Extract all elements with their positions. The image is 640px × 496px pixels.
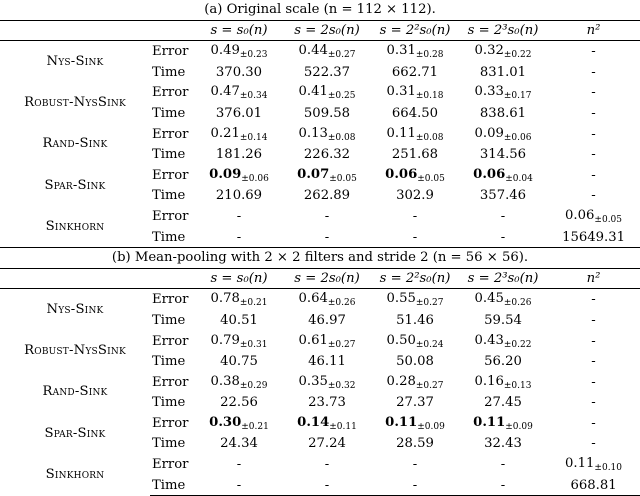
value-cell <box>459 186 547 206</box>
value-cell <box>283 206 371 228</box>
value-cell <box>459 145 547 165</box>
value-cell <box>547 228 640 248</box>
value-cell <box>459 413 547 435</box>
cell-value: - <box>591 395 596 411</box>
table-row <box>0 289 640 311</box>
value-cell <box>195 372 283 394</box>
cell-value: - <box>236 477 242 493</box>
metric-label: Error <box>152 374 189 390</box>
value-cell <box>283 434 371 454</box>
value-cell <box>195 104 283 124</box>
method-name: Robust-NysSink <box>24 343 126 359</box>
cell-std: ±0.22 <box>503 339 532 350</box>
value-cell <box>371 413 459 435</box>
cell-value: 0.61 <box>298 332 328 348</box>
cell-std: ±0.21 <box>241 421 269 432</box>
value-cell <box>459 393 547 413</box>
value-cell <box>195 165 283 187</box>
cell-value: 56.20 <box>484 354 522 370</box>
value-cell <box>459 476 547 496</box>
cell-value: 40.51 <box>220 312 258 328</box>
value-cell <box>195 206 283 228</box>
metric-label: Time <box>152 312 186 328</box>
cell-value: 0.31 <box>386 43 416 59</box>
column-header <box>150 268 195 289</box>
value-cell <box>283 454 371 476</box>
cell-value: 0.09 <box>209 166 242 182</box>
panel-caption-row <box>0 0 640 20</box>
cell-value: 838.61 <box>479 105 527 121</box>
cell-value: 251.68 <box>391 147 439 163</box>
table-row <box>0 82 640 104</box>
cell-value: 0.49 <box>210 43 240 59</box>
cell-value: - <box>591 85 596 101</box>
value-cell <box>547 413 640 435</box>
cell-value: 50.08 <box>396 354 434 370</box>
cell-value: 0.64 <box>298 291 328 307</box>
cell-value: 0.44 <box>298 43 328 59</box>
cell-value: - <box>591 188 596 204</box>
cell-std: ±0.05 <box>329 173 357 184</box>
cell-value: 0.07 <box>297 166 330 182</box>
value-cell <box>195 41 283 63</box>
column-header <box>0 20 150 41</box>
value-cell <box>283 352 371 372</box>
metric-label: Error <box>152 333 189 349</box>
value-cell <box>195 289 283 311</box>
panel-caption-row <box>0 248 640 269</box>
cell-value: 28.59 <box>396 436 434 452</box>
cell-value: 262.89 <box>303 188 351 204</box>
cell-value: 46.97 <box>308 312 346 328</box>
cell-value: 0.55 <box>386 291 416 307</box>
cell-value: 0.21 <box>210 125 240 141</box>
value-cell <box>547 63 640 83</box>
cell-value: - <box>591 44 596 60</box>
cell-value: - <box>591 147 596 163</box>
cell-value: - <box>412 208 418 224</box>
value-cell <box>195 63 283 83</box>
cell-std: ±0.11 <box>329 421 357 432</box>
value-cell <box>195 476 283 496</box>
value-cell <box>459 165 547 187</box>
cell-std: ±0.27 <box>327 50 356 61</box>
value-cell <box>371 372 459 394</box>
cell-value: 0.06 <box>473 166 506 182</box>
value-cell <box>371 311 459 331</box>
cell-value: 0.32 <box>474 43 504 59</box>
table-row <box>0 206 640 228</box>
column-header: s = s₀(n) <box>195 20 283 41</box>
cell-value: 0.16 <box>474 373 504 389</box>
metric-label: Error <box>152 292 189 308</box>
cell-value: 0.43 <box>474 332 504 348</box>
value-cell <box>547 124 640 146</box>
value-cell <box>459 63 547 83</box>
metric-label: Time <box>152 395 186 411</box>
value-cell <box>195 393 283 413</box>
column-header-row <box>0 20 640 41</box>
value-cell <box>371 228 459 248</box>
cell-value: 46.11 <box>308 354 346 370</box>
cell-std: ±0.05 <box>594 214 623 225</box>
cell-value: - <box>591 436 596 452</box>
cell-value: 0.14 <box>297 414 330 430</box>
cell-value: - <box>412 477 418 493</box>
cell-value: - <box>324 229 330 245</box>
value-cell <box>283 476 371 496</box>
cell-value: - <box>591 354 596 370</box>
value-cell <box>195 352 283 372</box>
cell-value: - <box>500 457 506 473</box>
cell-value: 662.71 <box>391 64 439 80</box>
cell-value: 0.28 <box>386 373 416 389</box>
column-header <box>0 268 150 289</box>
cell-std: ±0.25 <box>327 91 356 102</box>
cell-std: ±0.18 <box>415 91 444 102</box>
cell-std: ±0.04 <box>505 173 533 184</box>
method-name: Nys-Sink <box>46 53 104 69</box>
cell-value: 23.73 <box>308 395 346 411</box>
cell-value: 302.9 <box>396 188 434 204</box>
value-cell <box>459 206 547 228</box>
cell-value: 27.45 <box>484 395 522 411</box>
value-cell <box>547 476 640 496</box>
value-cell <box>195 124 283 146</box>
value-cell <box>547 206 640 228</box>
value-cell <box>547 372 640 394</box>
cell-std: ±0.08 <box>327 132 356 143</box>
value-cell <box>283 82 371 104</box>
value-cell <box>459 454 547 476</box>
cell-value: - <box>591 374 596 390</box>
cell-std: ±0.27 <box>415 380 444 391</box>
value-cell <box>547 311 640 331</box>
value-cell <box>459 434 547 454</box>
value-cell <box>547 331 640 353</box>
panel-caption: (a) Original scale (n = 112 × 112). <box>204 2 436 17</box>
cell-value: 0.30 <box>209 414 242 430</box>
metric-label: Error <box>152 415 189 431</box>
metric-label: Time <box>152 354 186 370</box>
method-name: Sinkhorn <box>45 218 105 234</box>
value-cell <box>547 289 640 311</box>
value-cell <box>459 311 547 331</box>
value-cell <box>371 165 459 187</box>
cell-value: - <box>500 477 506 493</box>
cell-value: 27.24 <box>308 436 346 452</box>
column-header: s = 2s₀(n) <box>283 20 371 41</box>
value-cell <box>371 41 459 63</box>
metric-label: Time <box>150 228 195 248</box>
value-cell <box>195 311 283 331</box>
cell-value: 0.38 <box>210 373 240 389</box>
cell-value: 15649.31 <box>562 229 625 245</box>
cell-value: 24.34 <box>220 436 258 452</box>
method-name: Spar-Sink <box>44 425 106 441</box>
value-cell <box>547 352 640 372</box>
cell-value: 0.78 <box>210 291 240 307</box>
table-row <box>0 454 640 476</box>
cell-std: ±0.23 <box>239 50 268 61</box>
value-cell <box>283 186 371 206</box>
column-header <box>150 20 195 41</box>
column-header: s = 2³s₀(n) <box>459 20 547 41</box>
cell-value: 357.46 <box>479 188 527 204</box>
cell-value: - <box>324 208 330 224</box>
cell-value: 0.33 <box>474 84 504 100</box>
cell-value: 0.35 <box>298 373 328 389</box>
cell-value: - <box>591 415 596 431</box>
metric-label: Time <box>152 105 186 121</box>
cell-value: 509.58 <box>303 105 351 121</box>
table-row <box>0 165 640 187</box>
value-cell <box>283 145 371 165</box>
cell-std: ±0.27 <box>327 339 356 350</box>
cell-value: 522.37 <box>303 64 351 80</box>
cell-std: ±0.32 <box>327 380 356 391</box>
metric-label: Error <box>152 44 189 60</box>
column-header: s = 2²s₀(n) <box>371 268 459 289</box>
table-row <box>0 413 640 435</box>
cell-std: ±0.08 <box>415 132 444 143</box>
cell-value: 0.13 <box>298 125 328 141</box>
value-cell <box>283 289 371 311</box>
value-cell <box>195 434 283 454</box>
metric-label: Time <box>152 64 186 80</box>
cell-std: ±0.31 <box>239 339 268 350</box>
cell-value: - <box>591 167 596 183</box>
cell-value: 664.50 <box>391 105 439 121</box>
value-cell <box>547 104 640 124</box>
cell-value: 0.31 <box>386 84 416 100</box>
value-cell <box>283 124 371 146</box>
value-cell <box>547 41 640 63</box>
cell-value: 0.06 <box>565 207 595 223</box>
value-cell <box>371 124 459 146</box>
cell-std: ±0.26 <box>503 298 532 309</box>
value-cell <box>371 82 459 104</box>
cell-value: - <box>591 292 596 308</box>
value-cell <box>371 454 459 476</box>
cell-value: 0.50 <box>386 332 416 348</box>
value-cell <box>283 311 371 331</box>
method-name: Spar-Sink <box>44 177 106 193</box>
value-cell <box>371 63 459 83</box>
cell-std: ±0.05 <box>417 173 445 184</box>
cell-value: - <box>591 312 596 328</box>
cell-value: 0.11 <box>473 414 506 430</box>
cell-value: - <box>591 333 596 349</box>
value-cell <box>547 434 640 454</box>
value-cell <box>459 331 547 353</box>
cell-std: ±0.34 <box>239 91 268 102</box>
cell-value: - <box>500 208 506 224</box>
value-cell <box>371 206 459 228</box>
value-cell <box>371 476 459 496</box>
cell-value: 59.54 <box>484 312 522 328</box>
cell-value: - <box>236 208 242 224</box>
value-cell <box>195 228 283 248</box>
cell-std: ±0.17 <box>503 91 532 102</box>
value-cell <box>283 331 371 353</box>
cell-std: ±0.21 <box>239 298 268 309</box>
value-cell <box>547 186 640 206</box>
cell-std: ±0.06 <box>503 132 532 143</box>
value-cell <box>371 352 459 372</box>
value-cell <box>371 186 459 206</box>
cell-value: - <box>236 229 242 245</box>
cell-value: - <box>412 457 418 473</box>
cell-value: 32.43 <box>484 436 522 452</box>
cell-value: 831.01 <box>479 64 527 80</box>
value-cell <box>283 104 371 124</box>
cell-value: - <box>591 105 596 121</box>
cell-value: - <box>324 457 330 473</box>
value-cell <box>459 104 547 124</box>
method-name: Sinkhorn <box>45 467 105 483</box>
table-row <box>0 41 640 63</box>
cell-value: - <box>500 229 506 245</box>
cell-std: ±0.10 <box>594 463 623 474</box>
metric-label: Error <box>152 208 189 224</box>
metric-label: Error <box>152 126 189 142</box>
cell-std: ±0.22 <box>503 50 532 61</box>
cell-value: 226.32 <box>303 147 351 163</box>
cell-std: ±0.26 <box>327 298 356 309</box>
value-cell <box>459 82 547 104</box>
cell-value: 40.75 <box>220 354 258 370</box>
cell-std: ±0.27 <box>415 298 444 309</box>
value-cell <box>283 228 371 248</box>
value-cell <box>371 145 459 165</box>
table-row <box>0 372 640 394</box>
value-cell <box>547 454 640 476</box>
value-cell <box>459 124 547 146</box>
cell-value: - <box>591 126 596 142</box>
metric-label: Time <box>152 188 186 204</box>
metric-label: Error <box>152 457 189 473</box>
cell-std: ±0.09 <box>505 421 533 432</box>
column-header: s = 2s₀(n) <box>283 268 371 289</box>
value-cell <box>195 413 283 435</box>
cell-value: 0.11 <box>386 125 416 141</box>
cell-std: ±0.13 <box>503 380 532 391</box>
cell-value: 181.26 <box>215 147 263 163</box>
value-cell <box>195 145 283 165</box>
column-header: s = s₀(n) <box>195 268 283 289</box>
value-cell <box>283 372 371 394</box>
value-cell <box>195 331 283 353</box>
value-cell <box>547 82 640 104</box>
cell-value: 370.30 <box>215 64 263 80</box>
cell-value: 51.46 <box>396 312 434 328</box>
cell-value: 0.79 <box>210 332 240 348</box>
cell-std: ±0.09 <box>417 421 445 432</box>
column-header: s = 2²s₀(n) <box>371 20 459 41</box>
value-cell <box>459 41 547 63</box>
table-row <box>0 124 640 146</box>
column-header: n² <box>547 20 640 41</box>
method-name: Rand-Sink <box>42 384 108 400</box>
value-cell <box>459 372 547 394</box>
value-cell <box>547 393 640 413</box>
column-header-row <box>0 268 640 289</box>
cell-value: - <box>324 477 330 493</box>
value-cell <box>371 434 459 454</box>
cell-value: 0.47 <box>210 84 240 100</box>
metric-label: Time <box>150 476 195 496</box>
cell-std: ±0.29 <box>239 380 268 391</box>
value-cell <box>283 413 371 435</box>
value-cell <box>195 186 283 206</box>
value-cell <box>195 82 283 104</box>
metric-label: Time <box>152 147 186 163</box>
cell-value: 0.06 <box>385 166 418 182</box>
method-name: Nys-Sink <box>46 302 104 318</box>
value-cell <box>547 165 640 187</box>
cell-value: 376.01 <box>215 105 263 121</box>
cell-value: - <box>236 457 242 473</box>
cell-value: 668.81 <box>570 477 617 493</box>
cell-value: - <box>412 229 418 245</box>
panel-caption: (b) Mean-pooling with 2 × 2 filters and stride 2 (n = 56 × 56). <box>0 248 640 269</box>
column-header: n² <box>547 268 640 289</box>
cell-value: 0.45 <box>474 291 504 307</box>
cell-std: ±0.24 <box>415 339 444 350</box>
metric-label: Time <box>152 436 186 452</box>
value-cell <box>459 228 547 248</box>
table-row <box>0 331 640 353</box>
value-cell <box>371 289 459 311</box>
cell-value: 22.56 <box>220 395 258 411</box>
cell-std: ±0.14 <box>239 132 268 143</box>
method-name: Rand-Sink <box>42 136 108 152</box>
value-cell <box>371 393 459 413</box>
value-cell <box>371 331 459 353</box>
value-cell <box>547 145 640 165</box>
cell-value: 0.41 <box>298 84 328 100</box>
metric-label: Error <box>152 167 189 183</box>
cell-value: 27.37 <box>396 395 434 411</box>
value-cell <box>283 41 371 63</box>
method-name: Robust-NysSink <box>24 95 126 111</box>
cell-value: 0.11 <box>385 414 418 430</box>
value-cell <box>371 104 459 124</box>
value-cell <box>195 454 283 476</box>
value-cell <box>283 63 371 83</box>
cell-std: ±0.06 <box>241 173 269 184</box>
cell-std: ±0.28 <box>415 50 444 61</box>
cell-value: - <box>591 64 596 80</box>
metric-label: Error <box>152 85 189 101</box>
value-cell <box>459 352 547 372</box>
cell-value: 0.09 <box>474 125 504 141</box>
value-cell <box>283 393 371 413</box>
column-header: s = 2³s₀(n) <box>459 268 547 289</box>
cell-value: 0.11 <box>565 456 595 472</box>
value-cell <box>459 289 547 311</box>
cell-value: 314.56 <box>479 147 527 163</box>
value-cell <box>283 165 371 187</box>
cell-value: 210.69 <box>215 188 263 204</box>
